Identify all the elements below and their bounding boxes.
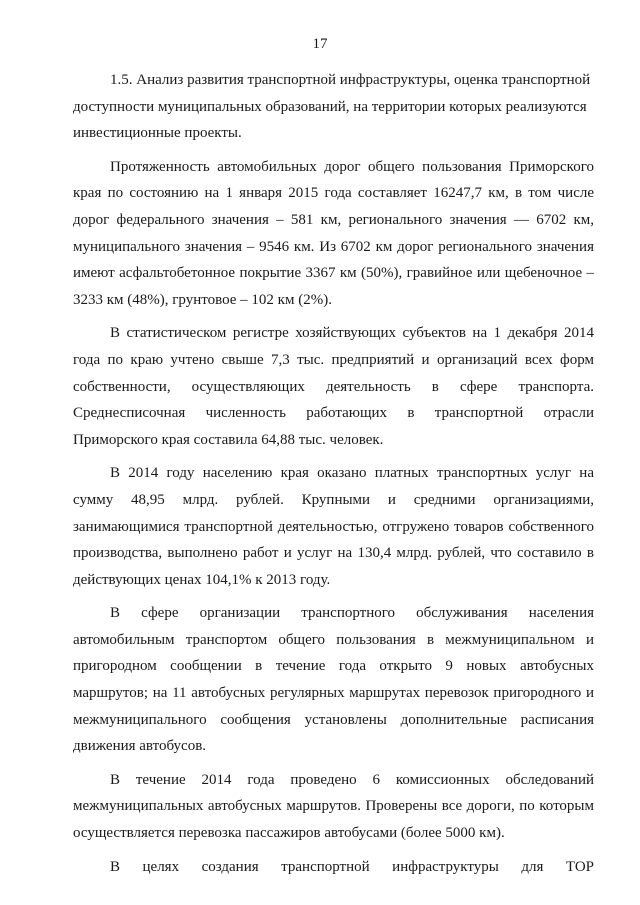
section-heading-paragraph: 1.5. Анализ развития транспортной инфраструктуры, оценка транспортной доступности муниципальных образований, на территории которых реализуются инвестиционные проекты. (73, 72, 591, 142)
paragraph-road-length: Протяженность автомобильных дорог общего пользования Приморского края по состоянию на 1 января 2015 года составляет 16247,7 км, в том числе дорог федерального значения – 581 км, регионального значения — 6702 км, муниципального значения – 9546 км. Из 6702 км дорог регионального значения имеют асфальтобетонное покрытие 3367 км (50%), гравийное или щебеночное – 3233 км (48%), грунтовое – 102 км (2%). (73, 158, 594, 308)
paragraph-bus-routes: В сфере организации транспортного обслуживания населения автомобильным транспортом общего пользования в межмуниципальном и пригородном сообщении в течение года открыто 9 новых автобусных маршрутов; на 11 автобусных регулярных маршрутах перевозок пригородного и межмуниципального сообщения установлены дополнительные расписания движения автобусов. (73, 605, 594, 755)
page-number: 17 (312, 36, 328, 52)
paragraph-statistical-register: В статистическом регистре хозяйствующих субъектов на 1 декабря 2014 года по краю учтено свыше 7,3 тыс. предприятий и организаций всех форм собственности, осуществляющих деятельность в сфере транспорта. Среднесписочная численность работающих в транспортной отрасли Приморского края составила 64,88 тыс. человек. (73, 325, 594, 448)
paragraph-tor-infrastructure: В целях создания транспортной инфраструктуры для ТОР (110, 858, 594, 875)
paragraph-transport-services: В 2014 году населению края оказано платных транспортных услуг на сумму 48,95 млрд. рублей. Крупными и средними организациями, занимающимися транспортной деятельностью, отгружено товаров собственного производства, выполнено работ и услуг на 130,4 млрд. рублей, что составило в действующих ценах 104,1% к 2013 году. (73, 465, 594, 588)
paragraph-inspections: В течение 2014 года проведено 6 комиссионных обследований межмуниципальных автобусных маршрутов. Проверены все дороги, по которым осуществляется перевозка пассажиров автобусами (более 5000 км). (73, 771, 594, 842)
document-body (73, 67, 594, 887)
